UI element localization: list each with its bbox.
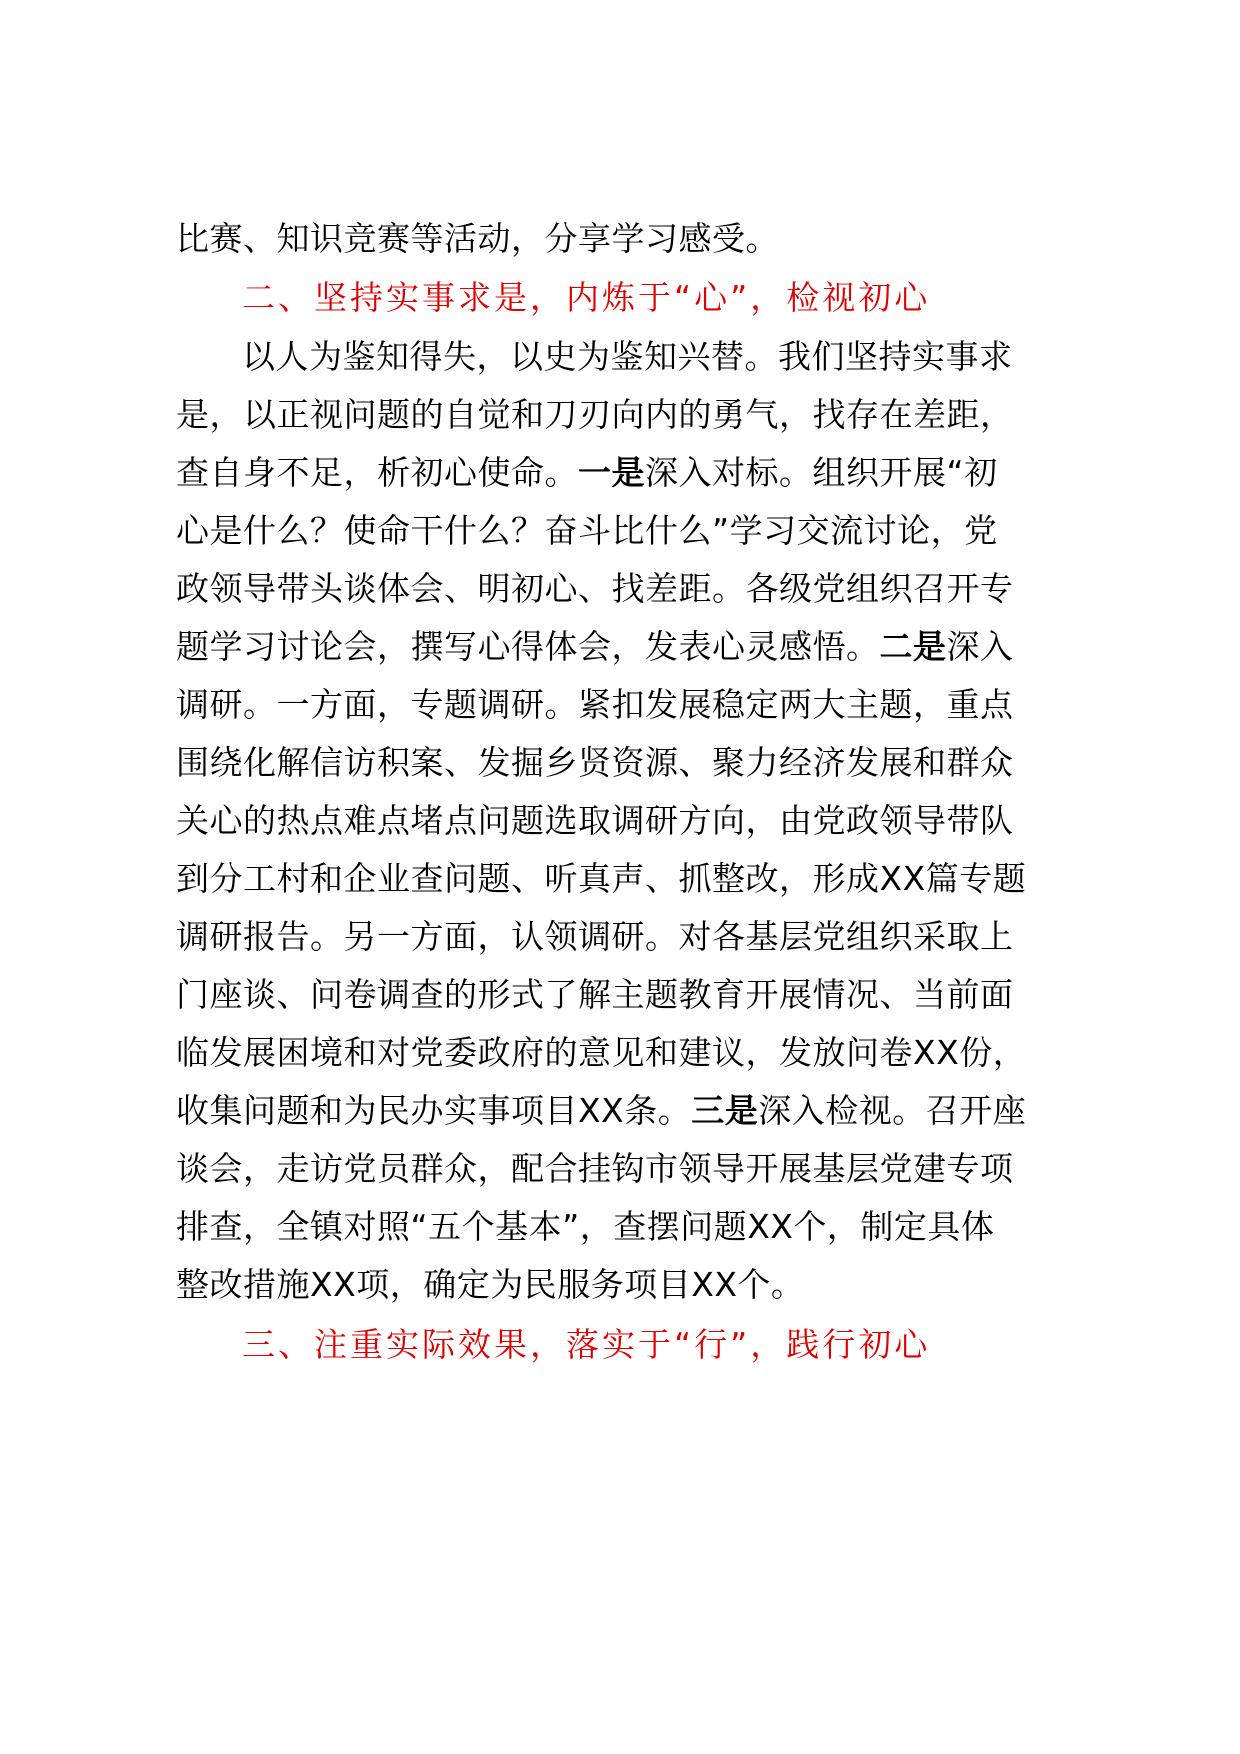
paragraph-line [176, 912, 1106, 962]
paragraph-line [176, 738, 1106, 788]
paragraph-line [176, 1086, 1106, 1136]
paragraph-line [176, 854, 1106, 904]
text-run: 深入对标。组织开展“初 [645, 453, 998, 492]
text-run: 临发展困境和对党委政府的意见和建议，发放问卷XX份， [176, 1033, 1027, 1072]
paragraph-line [176, 564, 1106, 614]
section-heading-3 [242, 1320, 1172, 1370]
text-run: 排查，全镇对照“五个基本”，查摆问题XX个，制定具体 [176, 1207, 995, 1246]
paragraph-line [176, 796, 1106, 846]
text-run: 整改措施XX项，确定为民服务项目XX个。 [176, 1265, 805, 1304]
text-run: 以人为鉴知得失，以史为鉴知兴替。我们坚持实事求 [242, 337, 1013, 376]
text-run: 门座谈、问卷调查的形式了解主题教育开展情况、当前面 [176, 975, 1014, 1014]
text-run: 深入 [946, 627, 1014, 666]
paragraph-line [176, 448, 1106, 498]
paragraph-line [242, 332, 1172, 382]
paragraph-line [176, 214, 1106, 264]
section-heading-2 [242, 273, 1172, 323]
paragraph-line [176, 390, 1106, 440]
text-run: 查自身不足，析初心使命。 [176, 453, 578, 492]
paragraph-line [176, 1202, 1106, 1252]
text-run: 比赛、知识竞赛等活动，分享学习感受。 [176, 219, 779, 258]
bold-marker: 二是 [879, 627, 947, 666]
text-run: 围绕化解信访积案、发掘乡贤资源、聚力经济发展和群众 [176, 743, 1014, 782]
text-run: 深入检视。召开座 [758, 1091, 1027, 1130]
paragraph-line [176, 1260, 1106, 1310]
text-run: 关心的热点难点堵点问题选取调研方向，由党政领导带队 [176, 801, 1014, 840]
paragraph-line [176, 506, 1106, 556]
text-run: 心是什么？使命干什么？奋斗比什么”学习交流讨论，党 [176, 511, 998, 550]
bold-marker: 三是 [691, 1091, 759, 1130]
text-run: 调研。一方面，专题调研。紧扣发展稳定两大主题，重点 [176, 685, 1014, 724]
text-run: 到分工村和企业查问题、听真声、抓整改，形成XX篇专题 [176, 859, 1027, 898]
paragraph-line [176, 680, 1106, 730]
heading-text: 二、坚持实事求是，内炼于“心”，检视初心 [242, 278, 931, 317]
paragraph-line [176, 622, 1106, 672]
paragraph-line [176, 1144, 1106, 1194]
text-run: 是，以正视问题的自觉和刀刃向内的勇气，找存在差距， [176, 395, 1014, 434]
text-run: 政领导带头谈体会、明初心、找差距。各级党组织召开专 [176, 569, 1014, 608]
paragraph-line [176, 970, 1106, 1020]
paragraph-line [176, 1028, 1106, 1078]
text-run: 收集问题和为民办实事项目XX条。 [176, 1091, 692, 1130]
text-run: 调研报告。另一方面，认领调研。对各基层党组织采取上 [176, 917, 1014, 956]
bold-marker: 一是 [578, 453, 645, 492]
heading-text: 三、注重实际效果，落实于“行”，践行初心 [242, 1325, 931, 1364]
text-run: 谈会，走访党员群众，配合挂钩市领导开展基层党建专项 [176, 1149, 1014, 1188]
text-run: 题学习讨论会，撰写心得体会，发表心灵感悟。 [176, 627, 880, 666]
